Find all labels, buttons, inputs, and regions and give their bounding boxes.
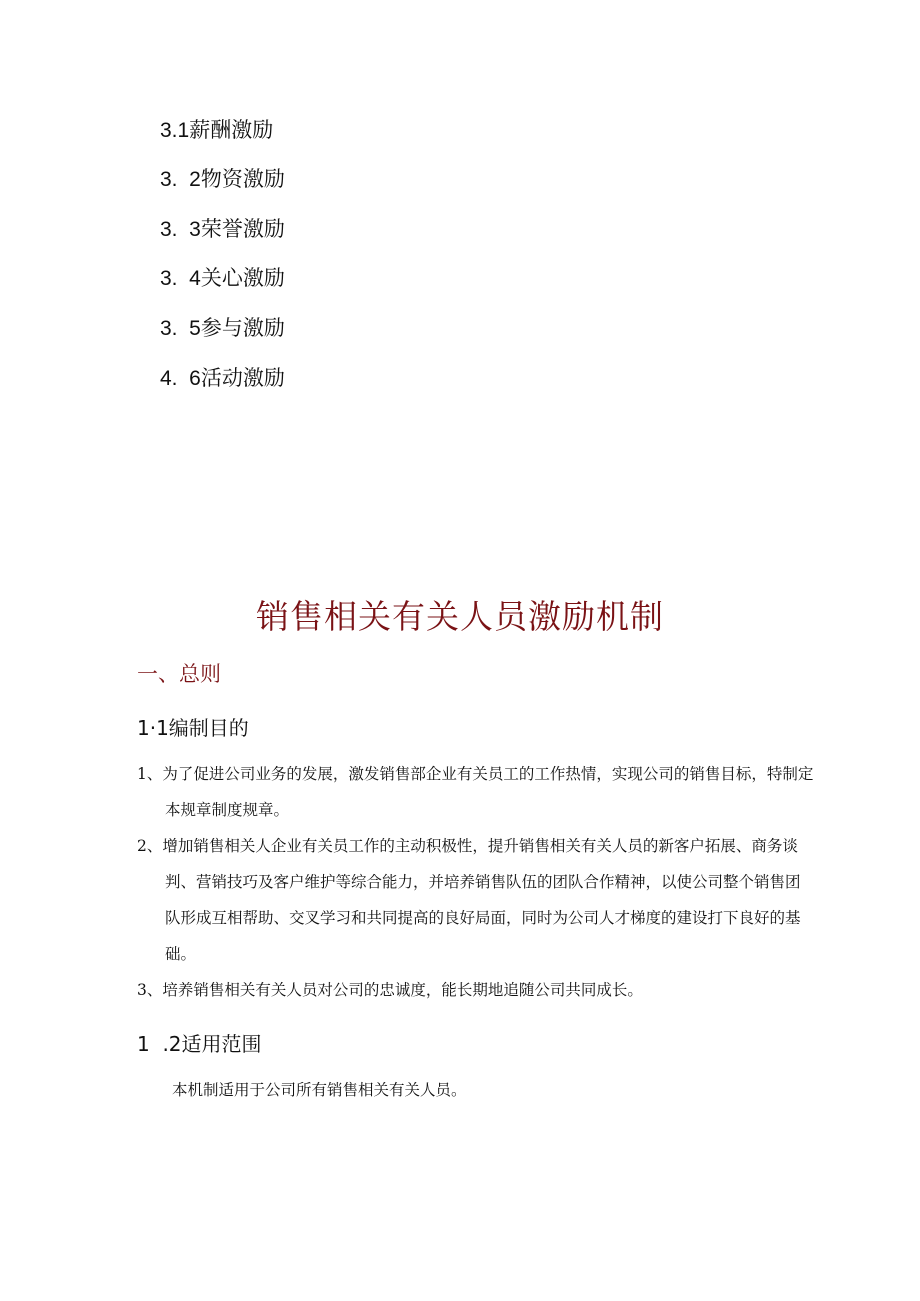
- toc-item-3-2: 3. 2物资激励: [160, 168, 285, 191]
- subsection-heading-purpose: 1·1编制目的: [137, 716, 249, 740]
- toc-item-3-3: 3. 3荣誉激励: [160, 218, 285, 241]
- section-heading-general: 一、总则: [137, 662, 221, 686]
- document-title: 销售相关有关人员激励机制: [256, 597, 664, 636]
- paragraph-3: 3、培养销售相关有关人员对公司的忠诚度，能长期地追随公司共同成长。: [137, 981, 643, 999]
- toc-item-4-6: 4. 6活动激励: [160, 367, 285, 390]
- subsection-heading-scope: 1 .2适用范围: [137, 1032, 262, 1056]
- toc-item-3-1: 3.1薪酬激励: [160, 119, 274, 142]
- paragraph-1: 1、为了促进公司业务的发展，激发销售部企业有关员工的工作热情，实现公司的销售目标，特制定本规章制度规章。: [137, 765, 814, 819]
- toc-item-3-5: 3. 5参与激励: [160, 317, 285, 340]
- scope-text: 本机制适用于公司所有销售相关有关人员。: [172, 1081, 467, 1099]
- toc-item-3-4: 3. 4关心激励: [160, 267, 285, 290]
- paragraph-2: 2、增加销售相关人企业有关员工作的主动积极性，提升销售相关有关人员的新客户拓展、商务谈判、营销技巧及客户维护等综合能力，并培养销售队伍的团队合作精神，以使公司整个销售团队形成互相帮助、交叉学习和共同提高的良好局面，同时为公司人才梯度的建设打下良好的基础。: [137, 837, 801, 963]
